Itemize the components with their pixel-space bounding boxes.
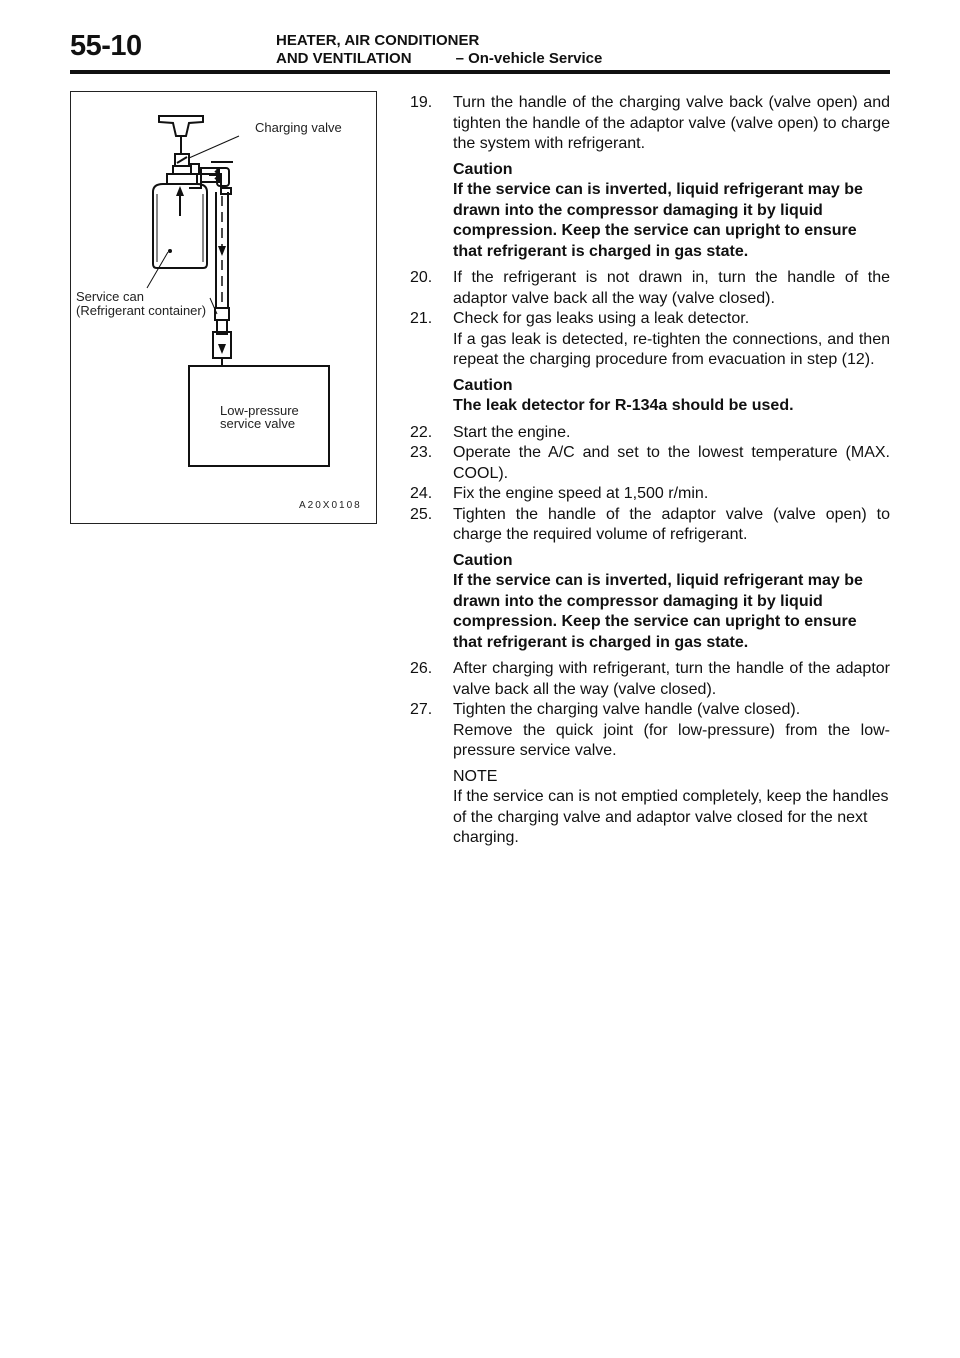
caution-body: The leak detector for R-134a should be used. [453, 397, 794, 414]
step-text: Start the engine. [453, 423, 571, 441]
step-text: Tighten the charging valve handle (valve closed). [453, 701, 801, 718]
step-26 [410, 659, 890, 700]
label-service-valve: service valve [220, 416, 296, 431]
page-number: 55-10 [70, 30, 142, 62]
step-text: Fix the engine speed at 1,500 r/min. [453, 485, 709, 502]
step-20 [410, 268, 890, 309]
step-number: 19. [410, 94, 433, 111]
step-text: Check for gas leaks using a leak detector. [453, 310, 750, 327]
label-charging-valve: Charging valve [255, 120, 342, 135]
charging-diagram [70, 91, 377, 524]
figure-code: A20X0108 [299, 500, 362, 511]
step-23 [410, 443, 890, 484]
label-low-pressure: Low-pressure [220, 403, 299, 418]
step-text: If the refrigerant is not drawn in, turn the handle of the adaptor valve back all the way (valve closed). [453, 269, 890, 307]
step-22 [410, 423, 890, 444]
note-body: If the service can is not emptied completely, keep the handles of the charging valve and adaptor valve closed for the next charging. [453, 788, 889, 846]
step-number: 20. [410, 269, 433, 286]
section-name: – On-vehicle Service [455, 50, 603, 67]
procedure-text [410, 93, 890, 855]
step-25 [410, 505, 890, 546]
step-text-extra: If a gas leak is detected, re-tighten the connections, and then repeat the charging procedure from evacuation in step (12). [453, 330, 890, 368]
note-1 [410, 767, 890, 849]
caution-heading: Caution [453, 376, 513, 394]
label-service-can: Service can [76, 289, 144, 304]
step-number: 26. [410, 660, 433, 677]
step-number: 23. [410, 444, 433, 461]
step-number: 27. [410, 701, 433, 718]
step-text-extra: Remove the quick joint (for low-pressure) from the low-pressure service valve. [453, 721, 890, 759]
step-number: 24. [410, 485, 433, 502]
step-27 [410, 700, 890, 762]
caution-heading: Caution [453, 160, 513, 178]
step-text: Operate the A/C and set to the lowest temperature (MAX. COOL). [453, 444, 890, 482]
step-number: 21. [410, 310, 433, 327]
caution-body: If the service can is inverted, liquid refrigerant may be drawn into the compressor damaging it by liquid compression. Keep the service can upright to ensure that refrigerant is charged in gas state. [453, 572, 863, 651]
caution-1 [410, 160, 890, 263]
caution-body: If the service can is inverted, liquid refrigerant may be drawn into the compressor damaging it by liquid compression. Keep the service can upright to ensure that refrigerant is charged in gas state. [453, 181, 863, 260]
header-subtitle [276, 50, 602, 67]
step-text: After charging with refrigerant, turn the handle of the adaptor valve back all the way (valve closed). [453, 660, 890, 698]
caution-2 [410, 376, 890, 417]
header-rule [70, 70, 890, 74]
label-refrigerant-container: (Refrigerant container) [76, 303, 207, 318]
header-title: HEATER, AIR CONDITIONER [276, 32, 480, 49]
step-21 [410, 309, 890, 371]
step-number: 25. [410, 505, 433, 523]
step-24 [410, 484, 890, 505]
step-19 [410, 93, 890, 155]
step-number: 22. [410, 423, 433, 441]
step-text: Turn the handle of the charging valve back (valve open) and tighten the handle of the adaptor valve (valve open) to charge the system with refrigerant. [453, 94, 890, 152]
caution-3 [410, 551, 890, 654]
note-heading: NOTE [453, 767, 498, 785]
step-text: Tighten the handle of the adaptor valve (valve open) to charge the required volume of refrigerant. [453, 505, 890, 543]
caution-heading: Caution [453, 551, 513, 569]
valve-handle-icon [159, 116, 203, 136]
header-title-line2: AND VENTILATION [276, 50, 412, 67]
